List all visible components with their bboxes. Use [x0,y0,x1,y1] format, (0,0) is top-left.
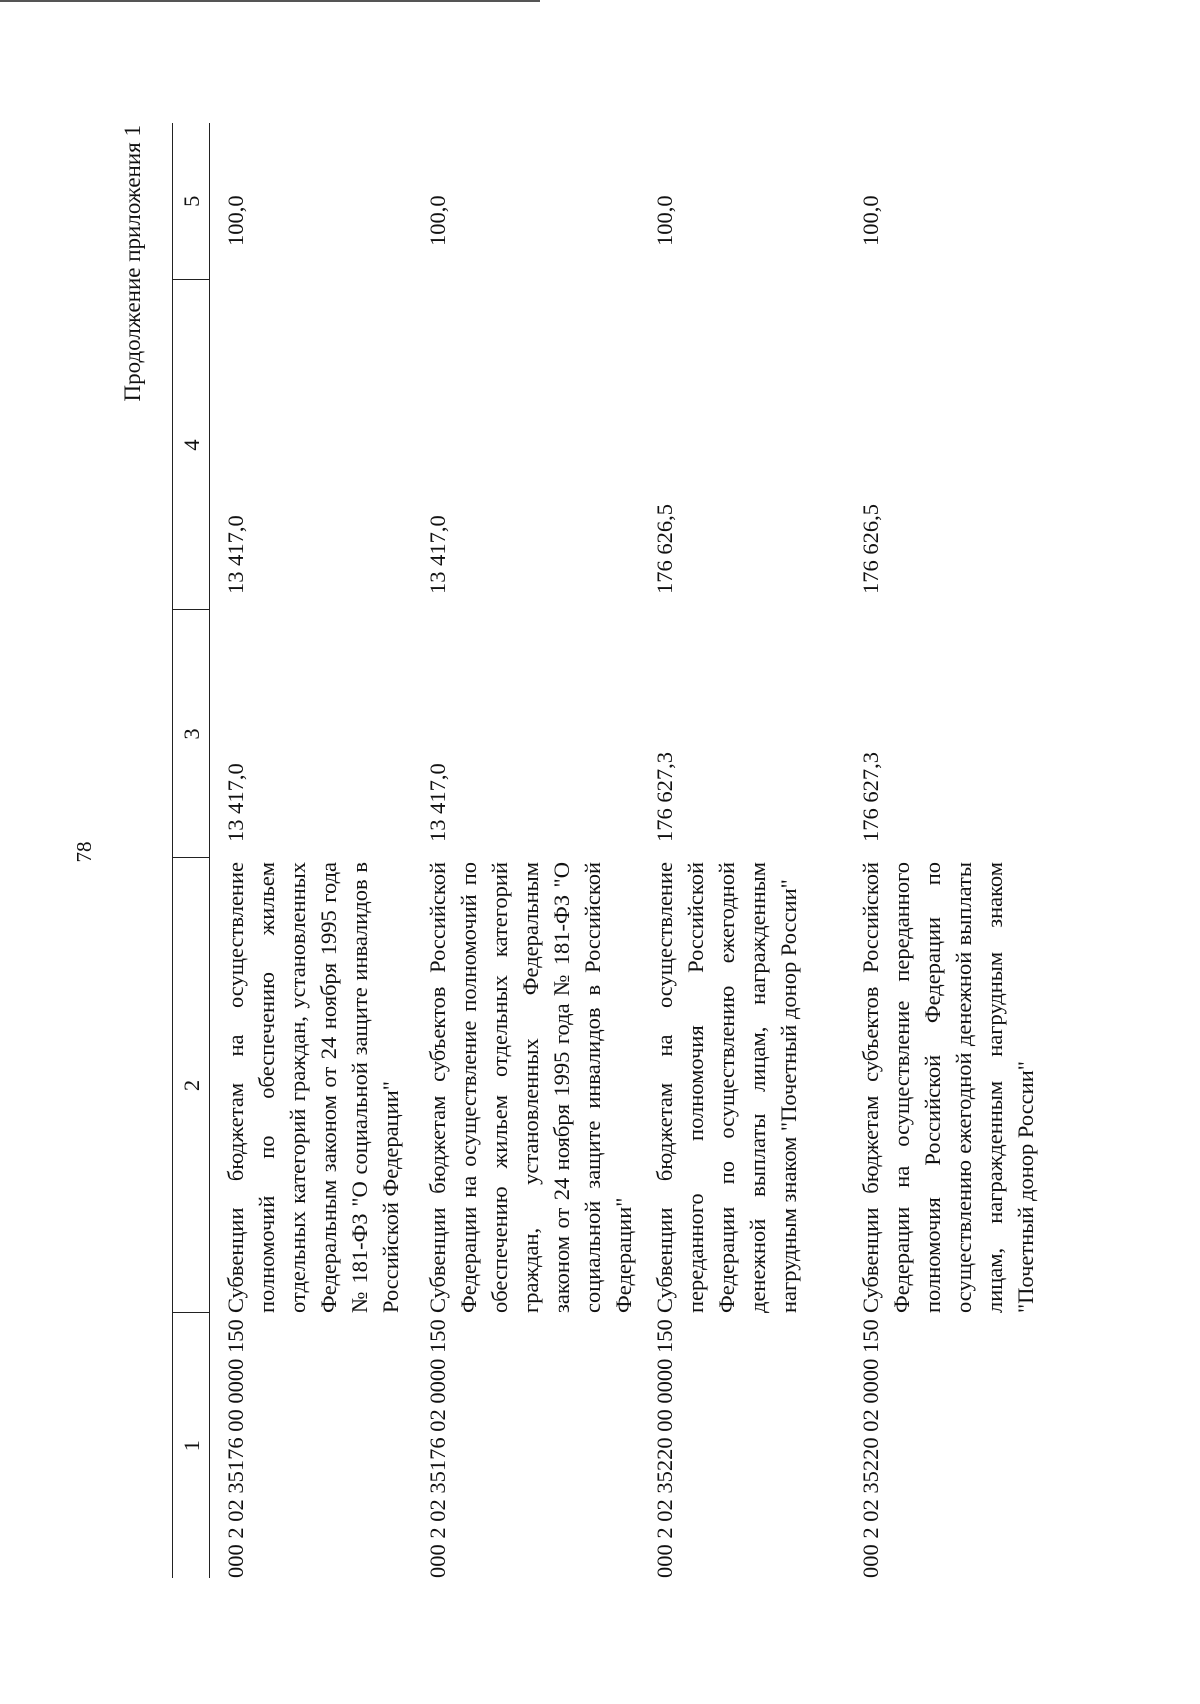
value-col5: 100,0 [223,195,248,246]
budget-code: 000 2 02 35176 00 0000 150 [223,1319,248,1578]
value-col3: 13 417,0 [425,763,450,842]
revenue-description: Субвенции бюджетам субъектов Российской Федерации на осуществление полномочий по обеспечению жильем отдельных категорий граждан, установленных Федеральным законом от 24 ноября 1995 года № 181-ФЗ "О социальной защите инвалидов в Российской Федерации" [425,862,636,1313]
value-col3: 13 417,0 [223,763,248,842]
continuation-label: Продолжение приложения 1 [120,125,145,402]
value-col3: 176 627,3 [652,752,677,842]
value-col4: 13 417,0 [223,515,248,594]
column-header-2: 2 [173,858,210,1313]
budget-table [172,123,1051,1578]
revenue-description: Субвенции бюджетам на осуществление переданного полномочия Российской Федерации по осуществлению ежегодной денежной выплаты лицам, награжденным нагрудным знаком "Почетный донор России" [652,862,801,1313]
table-row [210,123,413,1578]
table-header [173,123,210,1578]
value-col4: 176 626,5 [652,504,677,594]
value-col5: 100,0 [425,195,450,246]
revenue-description: Субвенции бюджетам на осуществление полномочий по обеспечению жильем отдельных категорий граждан, установленных Федеральным законом от 24 ноября 1995 года № 181-ФЗ "О социальной защите инвалидов в Российской Федерации" [223,862,403,1313]
revenue-description: Субвенции бюджетам субъектов Российской Федерации на осуществление переданного полномочия Российской Федерации по осуществлению ежегодной денежной выплаты лицам, награжденным нагрудным знаком "Почетный донор России" [858,862,1038,1313]
table-row [639,123,845,1578]
column-header-1: 1 [173,1313,210,1578]
table-row [412,123,639,1578]
value-col3: 176 627,3 [858,752,883,842]
column-header-5: 5 [173,123,210,280]
budget-code: 000 2 02 35220 00 0000 150 [652,1319,677,1578]
value-col4: 13 417,0 [425,515,450,594]
column-header-3: 3 [173,610,210,858]
value-col5: 100,0 [652,195,677,246]
column-header-4: 4 [173,280,210,610]
budget-code: 000 2 02 35220 02 0000 150 [858,1319,883,1578]
table-row [845,123,1051,1578]
budget-code: 000 2 02 35176 02 0000 150 [425,1319,450,1578]
value-col4: 176 626,5 [858,504,883,594]
table-body [210,123,1052,1578]
value-col5: 100,0 [858,195,883,246]
page-number: 78 [72,841,96,863]
